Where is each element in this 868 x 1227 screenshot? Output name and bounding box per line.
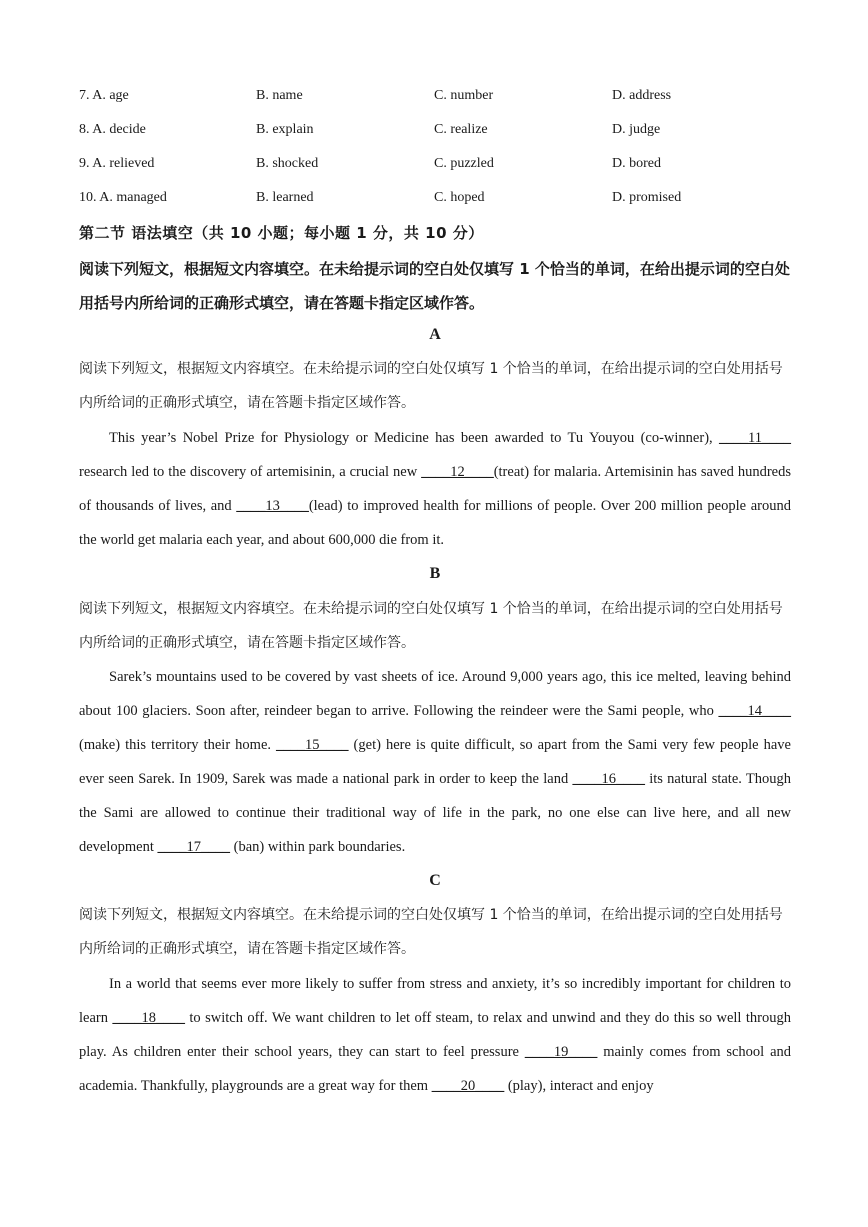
passage-b-text-1: Sarek’s mountains used to be covered by vast sheets of ice. Around 9,000 years ago, this ice melted, leaving behind about 100 glaciers. Soon after, reindeer began to arrive. Following the reindeer were the Sami people, who <box>79 669 791 719</box>
option-7c: C. number <box>434 88 494 103</box>
option-8c: C. realize <box>434 122 488 137</box>
option-10c: C. hoped <box>434 190 485 205</box>
section-instruction: 阅读下列短文，根据短文内容填空。在未给提示词的空白处仅填写 1 个恰当的单词，在给出提示词的空白处用括号内所给词的正确形式填空，请在答题卡指定区域作答。 <box>79 260 790 312</box>
passage-b-text-3: (get) here is quite difficult, so apart from the Sami very few people have ever seen Sarek. In 1909, Sarek was made a national park in order to keep the land <box>79 737 791 787</box>
section-title: 第二节 语法填空（共 10 小题；每小题 1 分，共 10 分） <box>79 224 484 242</box>
part-a-heading: A <box>429 326 441 343</box>
part-c-instruction: 阅读下列短文，根据短文内容填空。在未给提示词的空白处仅填写 1 个恰当的单词，在给出提示词的空白处用括号内所给词的正确形式填空，请在答题卡指定区域作答。 <box>79 907 783 957</box>
part-b-heading: B <box>429 565 441 582</box>
blank-19: ____19____ <box>524 1044 598 1060</box>
passage-a-text-3: (treat) for malaria. Artemisinin has saved hundreds of thousands of lives, and <box>79 464 791 514</box>
blank-18: ____18____ <box>112 1010 185 1026</box>
options-row-10 <box>79 190 791 210</box>
options-row-7 <box>79 88 791 108</box>
part-a-instruction: 阅读下列短文，根据短文内容填空。在未给提示词的空白处仅填写 1 个恰当的单词，在给出提示词的空白处用括号内所给词的正确形式填空，请在答题卡指定区域作答。 <box>79 361 783 411</box>
passage-b-text-2: (make) this territory their home. <box>79 737 277 753</box>
passage-a <box>79 421 791 557</box>
part-c-heading: C <box>429 872 441 889</box>
option-7d: D. address <box>612 88 672 103</box>
passage-a-text-2: research led to the discovery of artemisinin, a crucial new <box>79 464 422 480</box>
passage-c <box>79 967 791 1103</box>
passage-c-text-2: to switch off. We want children to let off steam, to relax and unwind and they do this so well through play. As children enter their school years, they can start to feel pressure <box>79 1010 792 1060</box>
option-9b: B. shocked <box>256 156 319 171</box>
blank-11: ____11____ <box>719 430 791 446</box>
option-9d: D. bored <box>612 156 661 171</box>
passage-b-text-4: its natural state. Though the Sami are allowed to continue their traditional way of life in the park, no one else can live here, and all new development <box>79 771 791 855</box>
blank-12: ____12____ <box>421 464 494 480</box>
blank-20: ____20____ <box>431 1078 505 1094</box>
option-7a: 7. A. age <box>79 88 129 103</box>
passage-b-text-5: (ban) within park boundaries. <box>230 839 406 855</box>
blank-13: ____13____ <box>236 498 309 514</box>
blank-16: ____16____ <box>572 771 645 787</box>
option-9c: C. puzzled <box>434 156 494 171</box>
passage-a-text-1: This year’s Nobel Prize for Physiology or Medicine has been awarded to Tu Youyou (co-winner), <box>109 430 720 446</box>
option-10b: B. learned <box>256 190 314 205</box>
option-9a: 9. A. relieved <box>79 156 155 171</box>
blank-17: ____17____ <box>157 839 231 855</box>
option-8b: B. explain <box>256 122 314 137</box>
options-row-9 <box>79 156 791 176</box>
option-10a: 10. A. managed <box>79 190 167 205</box>
blank-15: ____15____ <box>276 737 349 753</box>
passage-b <box>79 660 791 864</box>
option-10d: D. promised <box>612 190 682 205</box>
option-8a: 8. A. decide <box>79 122 146 137</box>
option-8d: D. judge <box>612 122 661 137</box>
options-row-8 <box>79 122 791 142</box>
part-b-instruction: 阅读下列短文，根据短文内容填空。在未给提示词的空白处仅填写 1 个恰当的单词，在给出提示词的空白处用括号内所给词的正确形式填空，请在答题卡指定区域作答。 <box>79 601 783 651</box>
option-7b: B. name <box>256 88 303 103</box>
blank-14: ____14____ <box>718 703 791 719</box>
passage-c-text-4: (play), interact and enjoy <box>504 1078 654 1094</box>
passage-a-text-4: (lead) to improved health for millions of people. Over 200 million people around the world get malaria each year, and about 600,000 die from it. <box>79 498 791 548</box>
passage-c-text-3: mainly comes from school and academia. Thankfully, playgrounds are a great way for them <box>79 1044 792 1094</box>
passage-c-text-1: In a world that seems ever more likely to suffer from stress and anxiety, it’s so incredibly important for children to learn <box>79 976 791 1026</box>
